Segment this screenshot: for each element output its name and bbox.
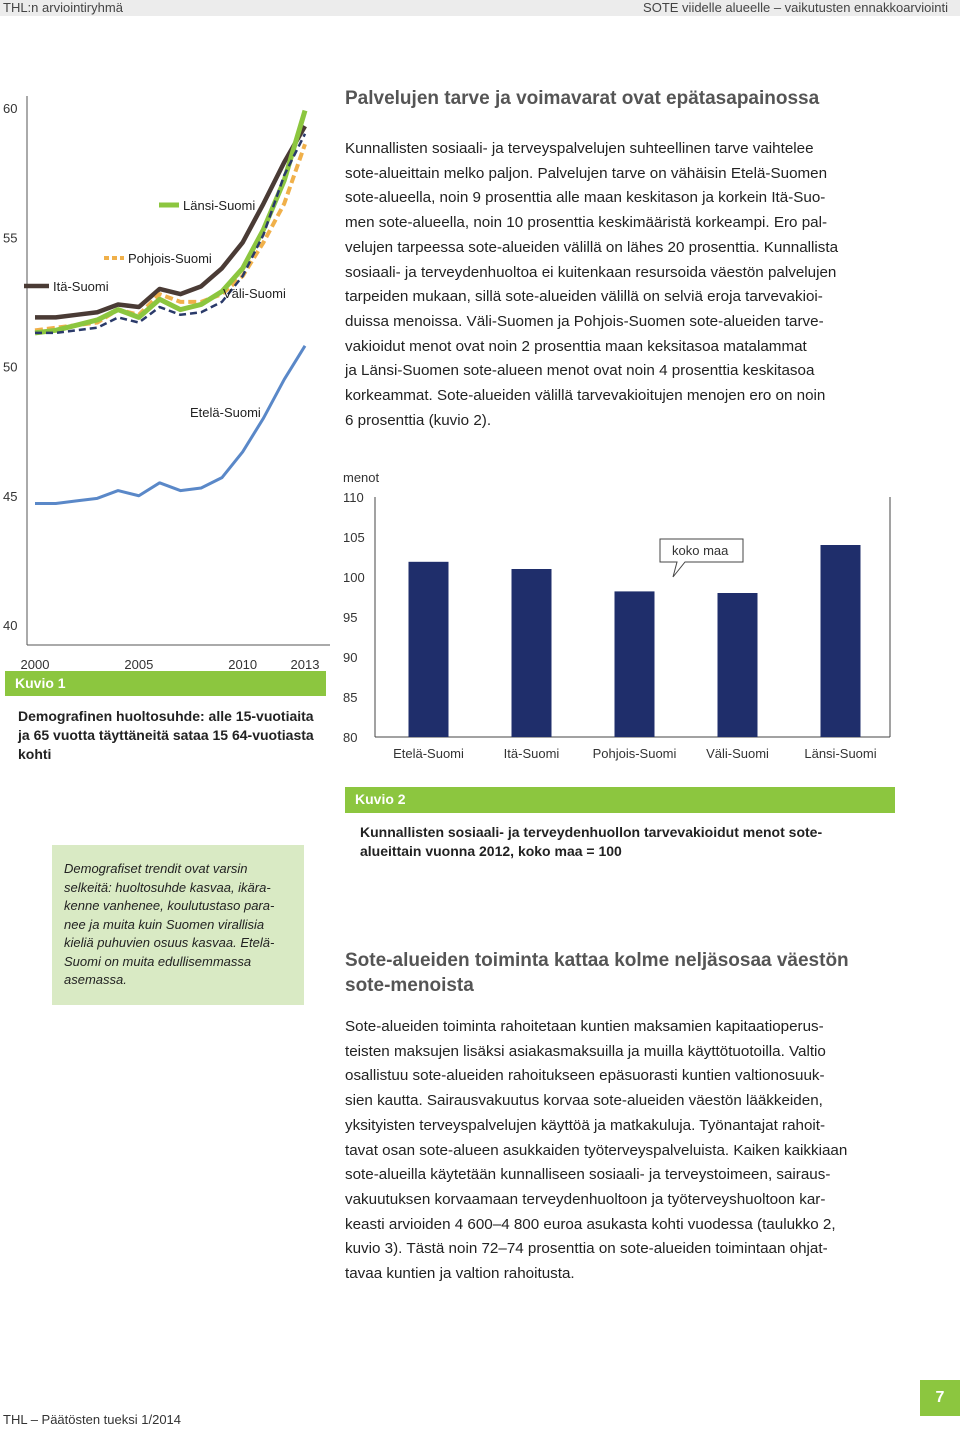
y-tick-label: 80	[343, 730, 358, 745]
x-category-label: Itä-Suomi	[503, 746, 560, 761]
series-label: Länsi-Suomi	[183, 198, 256, 213]
line-chart-huoltosuhde	[0, 80, 340, 670]
text-line: ja Länsi-Suomen sote-alueen menot ovat noin 4 prosenttia keskitasoa	[345, 362, 815, 380]
text-line: tavat osan sote-alueen asukkaiden työterveyspalveluista. Kaiken kaikkiaan	[345, 1141, 848, 1159]
bar-väli-suomi	[718, 593, 758, 737]
kuvio-2-caption: Kunnallisten sosiaali- ja terveydenhuollon tarvevakioidut menot sote-alueittain vuonna 2012, koko maa = 100	[360, 824, 823, 859]
section-1-heading: Palvelujen tarve ja voimavarat ovat epätasapainossa	[345, 88, 820, 109]
y-tick-label: 55	[3, 230, 18, 246]
note-line: kieliä puhuvien osuus kasvaa. Etelä-	[64, 935, 275, 950]
text-line: sosiaali- ja terveydenhuoltoa ei kuitenkaan resursoida väestön palvelujen	[345, 263, 837, 281]
callout-label: koko maa	[672, 543, 729, 558]
text-line: sote-alueella, noin 9 prosenttia alle maan keskitason ja korkein Itä-Suo-	[345, 189, 826, 207]
footer-text: THL – Päätösten tueksi 1/2014	[3, 1412, 182, 1427]
bar-länsi-suomi	[821, 545, 861, 737]
section-2-heading	[345, 948, 885, 998]
y-tick-label: 50	[3, 359, 18, 375]
text-line: Kunnallisten sosiaali- ja terveyspalvelujen suhteellinen tarve vaihtelee	[345, 140, 814, 157]
note-line: kenne vanhenee, koulutustaso para-	[64, 898, 275, 913]
text-line: duissa menoissa. Väli-Suomen ja Pohjois-Suomen sote-alueiden tarve-	[345, 312, 824, 330]
series-label: Pohjois-Suomi	[128, 251, 212, 266]
header-left: THL:n arviointiryhmä	[3, 0, 123, 15]
x-tick-label: 2010	[228, 657, 258, 670]
y-tick-label: 90	[343, 650, 358, 665]
note-line: nee ja muita kuin Suomen virallisia	[64, 916, 265, 932]
text-line: men sote-alueella, noin 10 prosenttia keskimääristä korkeampi. Ero pal-	[345, 214, 828, 232]
text-line: keasti arvioiden 4 600–4 800 euroa asukasta kohti vuodessa (taulukko 2,	[345, 1215, 836, 1233]
section-2-body	[345, 1015, 905, 1287]
kuvio-2-label: Kuvio 2	[345, 787, 895, 813]
text-line: teisten maksujen lisäksi asiakasmaksuilla ja muilla käyttötuotoilla. Valtio	[345, 1042, 826, 1060]
x-tick-label: 2013	[290, 657, 320, 670]
text-line: sien kautta. Sairausvakuutus korvaa sote-alueiden väestön lääkkeiden,	[345, 1092, 823, 1110]
text-line: sote-alueittain melko paljon. Palvelujen tarve on vähäisin Etelä-Suomen	[345, 164, 828, 182]
kuvio-1-label: Kuvio 1	[5, 671, 326, 696]
x-category-label: Etelä-Suomi	[393, 746, 464, 761]
page-number: 7	[920, 1380, 960, 1416]
x-category-label: Väli-Suomi	[706, 746, 769, 761]
note-line: asemassa.	[64, 972, 127, 987]
text-line: sote-alueilla käytetään kunnalliseen sosiaali- ja terveystoimeen, sairaus-	[345, 1166, 831, 1184]
x-tick-label: 2005	[124, 657, 154, 670]
bar-pohjois-suomi	[615, 591, 655, 737]
text-line: kuvio 3). Tästä noin 72–74 prosenttia on sote-alueiden toimintaan ohjat-	[345, 1240, 828, 1258]
heading-line: Sote-alueiden toiminta kattaa kolme neljäsosaa väestön	[345, 950, 849, 971]
note-box	[52, 845, 304, 1005]
section-1-body	[345, 137, 915, 433]
y-tick-label: 100	[343, 570, 365, 585]
series-label: Etelä-Suomi	[190, 405, 261, 420]
series-label: Väli-Suomi	[223, 286, 286, 301]
y-tick-label: 95	[343, 610, 358, 625]
y-tick-label: 45	[3, 488, 18, 504]
text-line: 6 prosenttia (kuvio 2).	[345, 411, 492, 429]
bar-itä-suomi	[512, 569, 552, 737]
y-tick-label: 40	[3, 618, 18, 633]
x-tick-label: 2000	[20, 657, 50, 670]
series-line-etelä-suomi	[35, 346, 305, 504]
page-header	[0, 0, 960, 16]
note-line: Suomi on muita edullisemmassa	[64, 953, 252, 969]
y-tick-label: 60	[3, 101, 18, 116]
header-right: SOTE viidelle alueelle – vaikutusten ennakkoarviointi	[643, 0, 948, 15]
series-label: Itä-Suomi	[53, 279, 109, 294]
y-tick-label: 110	[343, 490, 364, 505]
bar-etelä-suomi	[409, 562, 449, 737]
y-tick-label: 105	[343, 530, 365, 545]
y-tick-label: 85	[343, 690, 358, 705]
x-category-label: Pohjois-Suomi	[592, 746, 677, 761]
kuvio-1-caption: Demografinen huoltosuhde: alle 15-vuotiaita ja 65 vuotta täyttäneitä sataa 15 64-vuotiasta kohti	[18, 708, 314, 762]
text-line: Sote-alueiden toiminta rahoitetaan kuntien maksamien kapitaatioperus-	[345, 1018, 824, 1035]
text-line: velujen tarpeessa sote-alueiden välillä on lähes 20 prosenttia. Kunnallista	[345, 238, 839, 256]
x-category-label: Länsi-Suomi	[804, 746, 877, 761]
text-line: vakuutuksen korvaamaan terveydenhuoltoon ja työterveyshuoltoon kar-	[345, 1190, 826, 1208]
text-line: yksityisten terveyspalvelujen käyttöä ja matkakuluja. Työnantajat rahoit-	[345, 1116, 826, 1134]
note-line: selkeitä: huoltosuhde kasvaa, ikära-	[64, 879, 271, 895]
text-line: tavaa kuntien ja valtion rahoitusta.	[345, 1265, 575, 1283]
bar-chart-menot	[335, 462, 935, 772]
heading-line: sote-menoista	[345, 975, 474, 996]
text-line: vakioidut menot ovat noin 2 prosenttia maan keksitasoa matalammat	[345, 337, 807, 355]
y-axis-title: menot	[343, 470, 380, 485]
note-line: Demografiset trendit ovat varsin	[64, 861, 248, 876]
text-line: korkeammat. Sote-alueiden välillä tarvevakioitujen menojen ero on noin	[345, 387, 826, 405]
text-line: tarpeiden mukaan, sillä sote-alueiden välillä on selviä eroja tarvevakioi-	[345, 288, 823, 306]
text-line: osallistuu sote-alueiden rahoitukseen epäsuorasti kuntien valtionosuuk-	[345, 1067, 825, 1085]
